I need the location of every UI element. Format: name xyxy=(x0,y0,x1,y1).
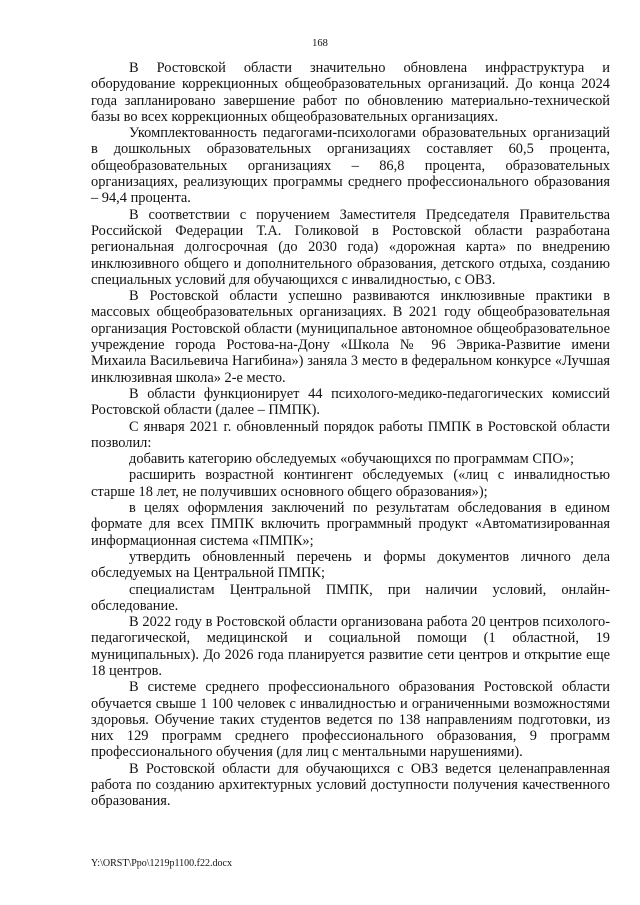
list-item: расширить возрастной контингент обследуемых («лиц с инвалидностью старше 18 лет, не получивших основного общего образования»); xyxy=(91,467,610,500)
paragraph: С января 2021 г. обновленный порядок работы ПМПК в Ростовской области позволил: xyxy=(91,418,610,451)
list-item: добавить категорию обследуемых «обучающихся по программам СПО»; xyxy=(129,451,574,468)
paragraph: В соответствии с поручением Заместителя Председателя Правительства Российской Федерации Т.А. Голиковой в Ростовской области разработана региональная долгосрочная (до 2030 года) «дорожная карта» по внедрению инклюзивного общего и дополнительного образования, детского отдыха, созданию специальных условий для обучающихся с инвалидностью, с ОВЗ. xyxy=(91,206,610,288)
list-item: утвердить обновленный перечень и формы документов личного дела обследуемых на Центральной ПМПК; xyxy=(91,548,610,582)
paragraph: В системе среднего профессионального образования Ростовской области обучается свыше 1 100 человек с инвалидностью и ограниченными возможностями здоровья. Обучение таких студентов ведется по 138 направлениям подготовки, из них 129 программ среднего профессионального образования, 9 программ профессионального обучения (для лиц с ментальными нарушениями). xyxy=(91,679,610,761)
paragraph: В Ростовской области успешно развиваются инклюзивные практики в массовых общеобразовательных организациях. В 2021 году общеобразовательная организация Ростовской области (муниципальное автономное общеобразовательное учреждение города Ростова-на-Дону «Школа № 96 Эврика-Развитие имени Михаила Васильевича Нагибина») заняла 3 место в федеральном конкурсе «Лучшая инклюзивная школа» 2-е место. xyxy=(91,288,610,386)
paragraph: Укомплектованность педагогами-психологами образовательных организаций в дошкольных образовательных организациях составляет 60,5 процента, общеобразовательных организациях – 86,8 процента, образовательных организациях, реализующих программы среднего профессионального образования – 94,4 процента. xyxy=(91,125,610,207)
paragraph: В области функционирует 44 психолого-медико-педагогических комиссий Ростовской области (далее – ПМПК). xyxy=(91,385,610,419)
list-item: специалистам Центральной ПМПК, при наличии условий, онлайн-обследование. xyxy=(91,581,610,614)
file-path-footer: Y:\ORST\Ppo\1219p1100.f22.docx xyxy=(91,858,232,869)
paragraph: В Ростовской области значительно обновлена инфраструктура и оборудование коррекционных общеобразовательных организаций. До конца 2024 года запланировано завершение работ по обновлению материально-технической базы во всех коррекционных общеобразовательных организациях. xyxy=(91,60,610,125)
body-text xyxy=(91,60,610,810)
list-item: в целях оформления заключений по результатам обследования в едином формате для всех ПМПК включить программный продукт «Автоматизированная информационная система «ПМПК»; xyxy=(91,500,610,549)
page-number: 168 xyxy=(312,38,328,49)
paragraph: В Ростовской области для обучающихся с ОВЗ ведется целенаправленная работа по созданию архитектурных условий доступности получения качественного образования. xyxy=(91,760,610,810)
paragraph: В 2022 году в Ростовской области организована работа 20 центров психолого-педагогической, медицинской и социальной помощи (1 областной, 19 муниципальных). До 2026 года планируется развитие сети центров и открытие еще 18 центров. xyxy=(91,614,610,679)
